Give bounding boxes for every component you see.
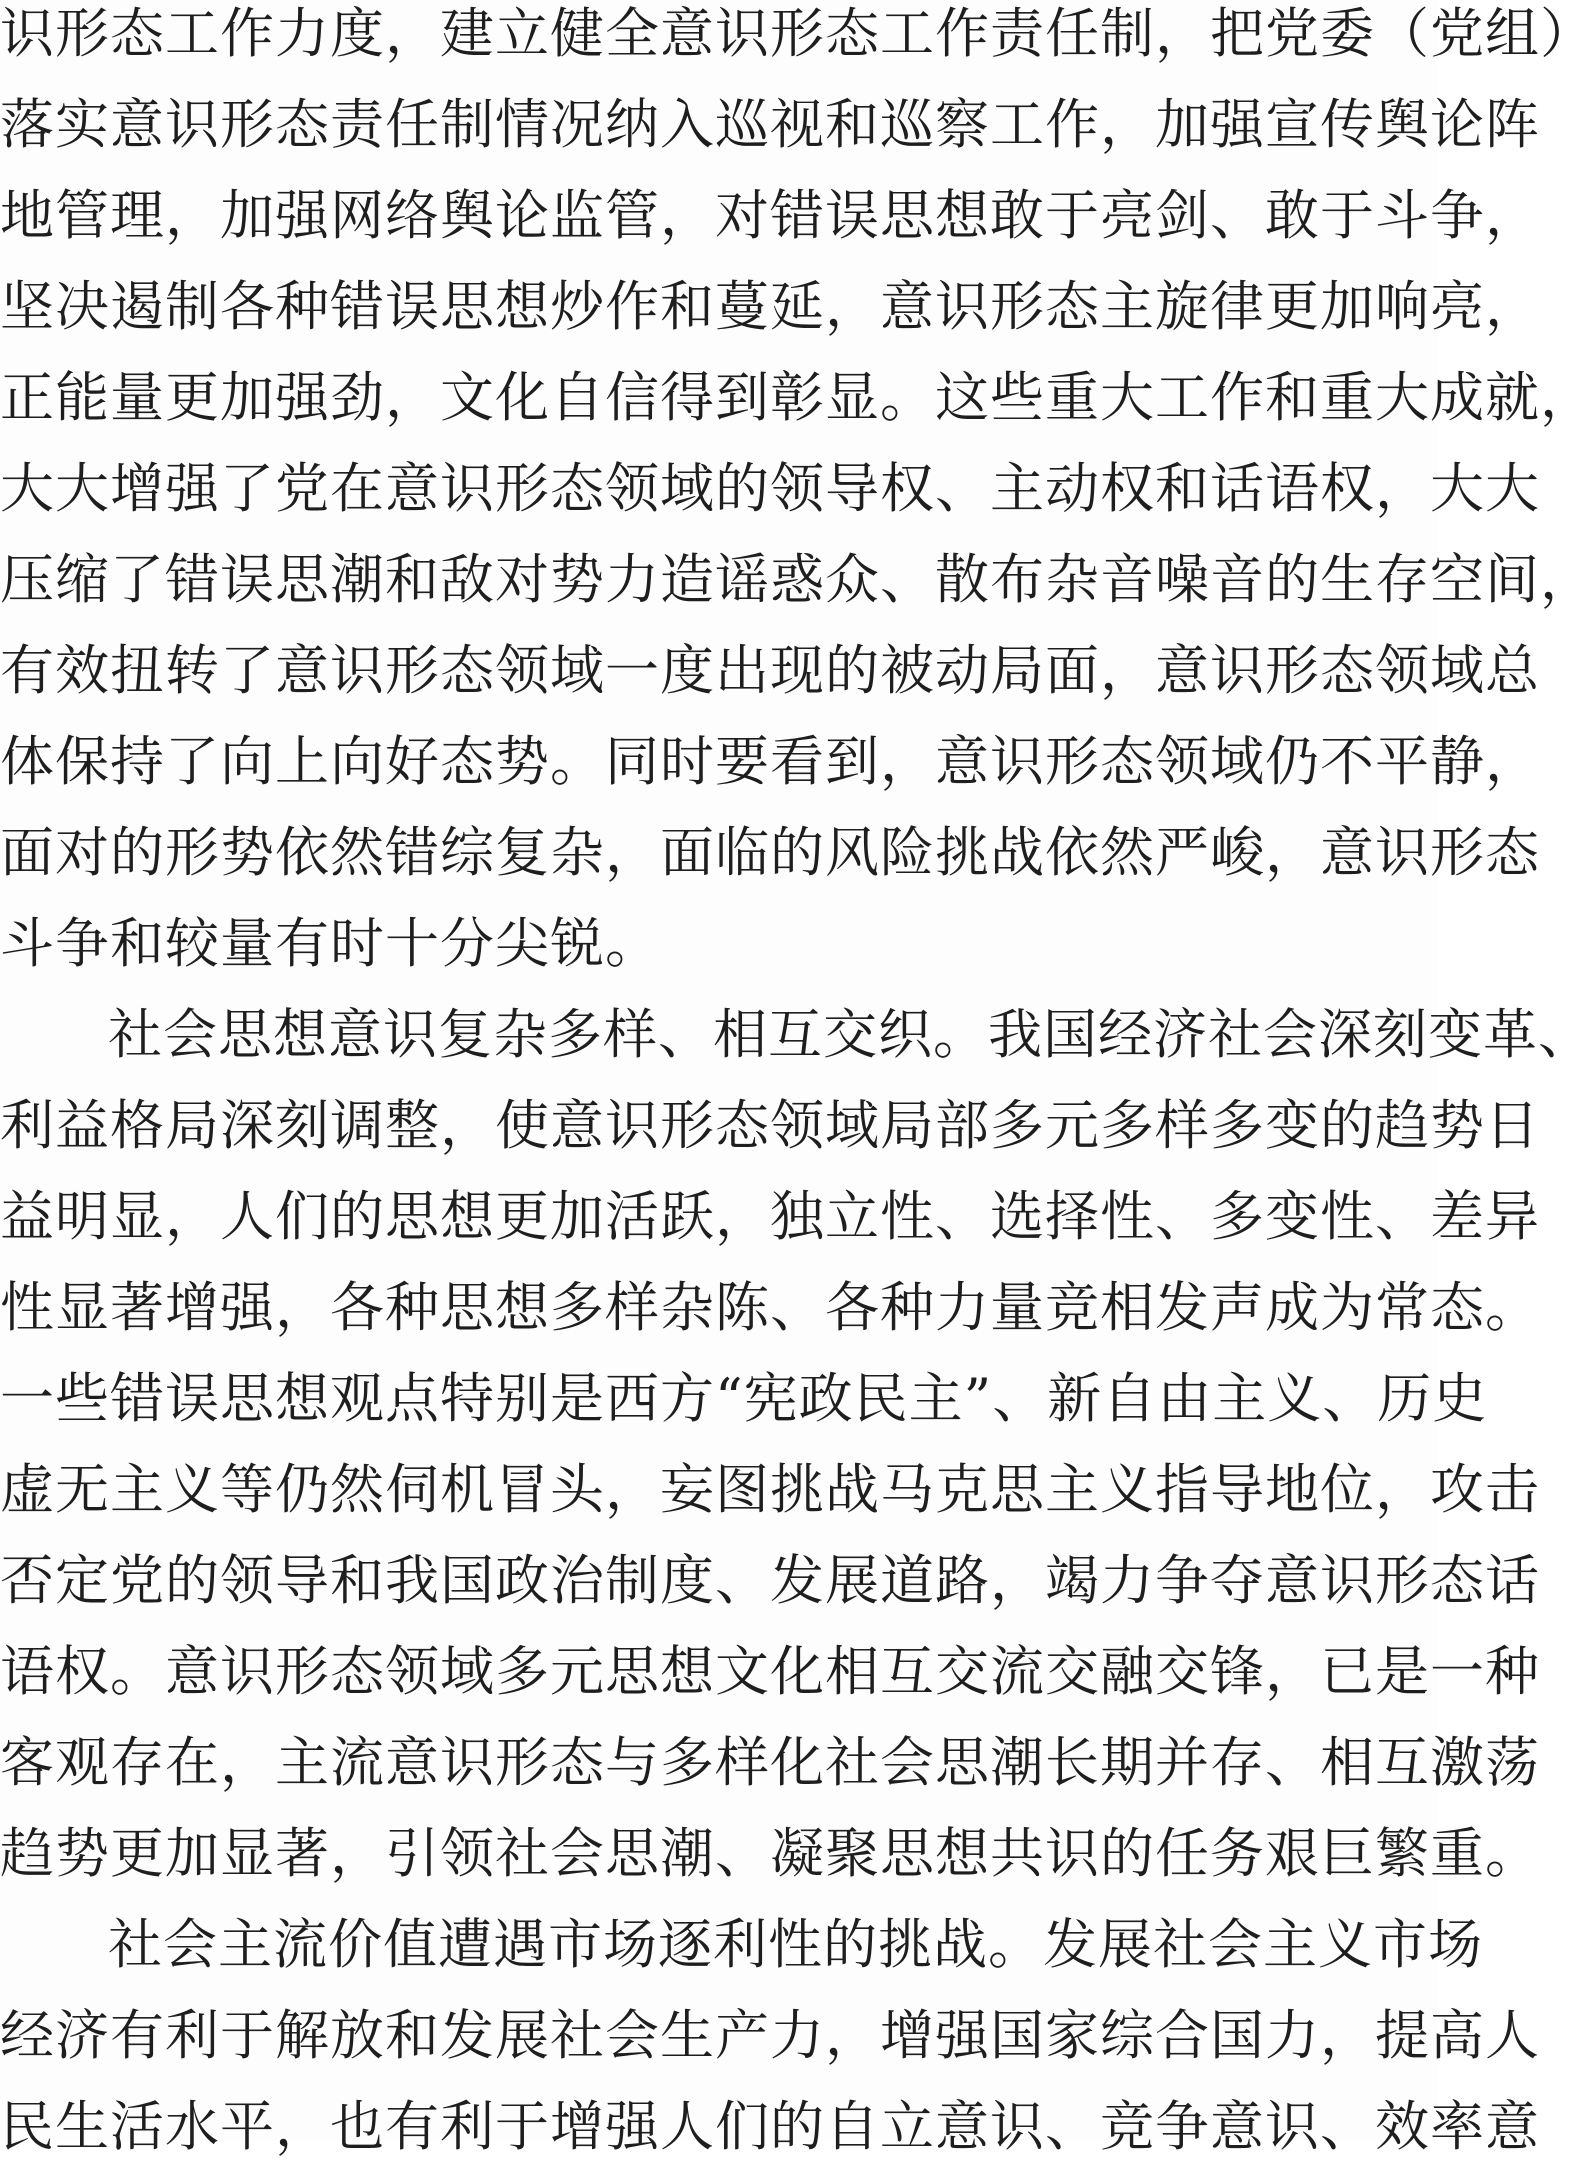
text-line: 趋势更加显著，引领社会思潮、凝聚思想共识的任务艰巨繁重。: [0, 1822, 1540, 1885]
text-line: 坚决遏制各种错误思想炒作和蔓延，意识形态主旋律更加响亮，: [0, 275, 1540, 338]
paragraph-2: [0, 1001, 1593, 1911]
text-line: 客观存在，主流意识形态与多样化社会思潮长期并存、相互激荡: [0, 1731, 1540, 1794]
text-line: 民生活水平，也有利于增强人们的自立意识、竞争意识、效率意: [0, 2095, 1540, 2158]
text-line: 面对的形势依然错综复杂，面临的风险挑战依然严峻，意识形态: [0, 821, 1540, 884]
text-line: 语权。意识形态领域多元思想文化相互交流交融交锋，已是一种: [0, 1640, 1540, 1703]
text-line: 否定党的领导和我国政治制度、发展道路，竭力争夺意识形态话: [0, 1549, 1540, 1612]
text-line: 大大增强了党在意识形态领域的领导权、主动权和话语权，大大: [0, 457, 1540, 520]
text-line: 虚无主义等仍然伺机冒头，妄图挑战马克思主义指导地位，攻击: [0, 1458, 1540, 1521]
text-line: 一些错误思想观点特别是西方“宪政民主”、新自由主义、历史: [0, 1367, 1488, 1430]
text-line: 压缩了错误思潮和敌对势力造谣惑众、散布杂音噪音的生存空间，: [0, 548, 1595, 611]
text-line: 正能量更加强劲，文化自信得到彰显。这些重大工作和重大成就，: [0, 366, 1595, 429]
text-line: 落实意识形态责任制情况纳入巡视和巡察工作，加强宣传舆论阵: [0, 93, 1540, 156]
text-line: 识形态工作力度，建立健全意识形态工作责任制，把党委（党组）: [0, 2, 1595, 65]
text-line: 体保持了向上向好态势。同时要看到，意识形态领域仍不平静，: [0, 730, 1540, 793]
text-line: 性显著增强，各种思想多样杂陈、各种力量竞相发声成为常态。: [0, 1276, 1540, 1339]
text-line: 有效扭转了意识形态领域一度出现的被动局面，意识形态领域总: [0, 639, 1540, 702]
text-line: 社会主流价值遭遇市场逐利性的挑战。发展社会主义市场: [108, 1913, 1483, 1976]
text-line: 社会思想意识复杂多样、相互交织。我国经济社会深刻变革、: [108, 1003, 1593, 1066]
paragraph-1: [0, 0, 1595, 1001]
text-line: 益明显，人们的思想更加活跃，独立性、选择性、多变性、差异: [0, 1185, 1540, 1248]
text-line: 经济有利于解放和发展社会生产力，增强国家综合国力，提高人: [0, 2004, 1540, 2067]
text-line: 斗争和较量有时十分尖锐。: [0, 912, 660, 975]
text-line: 地管理，加强网络舆论监管，对错误思想敢于亮剑、敢于斗争，: [0, 184, 1540, 247]
paragraph-3: [0, 1911, 1540, 2184]
text-line: 利益格局深刻调整，使意识形态领域局部多元多样多变的趋势日: [0, 1094, 1540, 1157]
